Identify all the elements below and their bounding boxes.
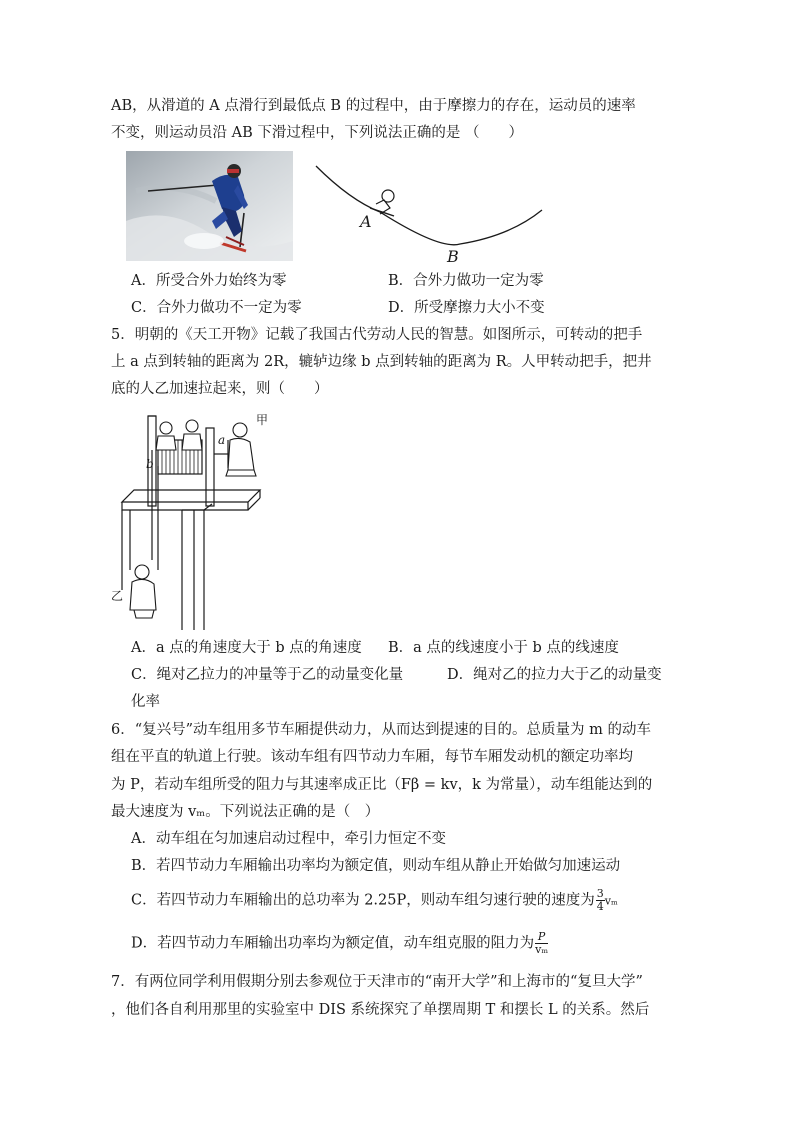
q4-option-d[interactable]: D．所受摩擦力大小不变 — [388, 300, 545, 316]
point-a-marker-label: a — [218, 433, 226, 447]
q4-option-b[interactable]: B．合外力做功一定为零 — [388, 273, 544, 289]
point-a-label: A — [360, 212, 372, 231]
q4-stem-line2: 不变，则运动员沿 AB 下滑过程中，下列说法正确的是 （ ） — [111, 125, 523, 141]
q6-stem-line1: 6．“复兴号”动车组用多节车厢提供动力，从而达到提速的目的。总质量为 m 的动车 — [111, 722, 652, 738]
well-windlass-illustration — [108, 410, 278, 632]
q4-option-c[interactable]: C．合外力做功不一定为零 — [131, 300, 302, 316]
slope-diagram — [310, 160, 550, 270]
q5-option-b[interactable]: B．a 点的线速度小于 b 点的线速度 — [388, 640, 619, 656]
q7-stem-line1: 7．有两位同学利用假期分别去参观位于天津市的“南开大学”和上海市的“复旦大学” — [111, 974, 643, 990]
q5-stem-line1: 5．明朝的《天工开物》记载了我国古代劳动人民的智慧。如图所示，可转动的把手 — [111, 327, 643, 343]
fraction-p-over-vm: $\frac{P}{\text{vₘ}}$ — [535, 930, 549, 956]
q6-option-d-text: D．若四节动力车厢输出功率均为额定值，动车组克服的阻力为 — [131, 935, 535, 952]
q4-stem-line1: AB，从滑道的 A 点滑行到最低点 B 的过程中，由于摩擦力的存在，运动员的速率 — [111, 98, 636, 114]
person-yi-label: 乙 — [111, 589, 124, 603]
q6-option-b[interactable]: B．若四节动力车厢输出功率均为额定值，则动车组从静止开始做匀加速运动 — [131, 858, 621, 874]
q7-stem-line2: ，他们各自利用那里的实验室中 DIS 系统探究了单摆周期 T 和摆长 L 的关系。然后 — [111, 1002, 650, 1018]
q4-option-a[interactable]: A．所受合外力始终为零 — [131, 273, 287, 289]
point-b-marker-label: b — [146, 457, 154, 471]
q6-option-c-text: C．若四节动力车厢输出的总功率为 2.25P，则动车组匀速行驶的速度为 — [131, 892, 595, 909]
q6-option-c[interactable] — [131, 888, 618, 913]
point-b-label: B — [447, 247, 459, 266]
q6-stem-line4: 最大速度为 vₘ。下列说法正确的是（ ） — [111, 804, 380, 820]
q5-stem-line3: 底的人乙加速拉起来，则（ ） — [111, 381, 329, 397]
q6-option-a[interactable]: A．动车组在匀加速启动过程中，牵引力恒定不变 — [131, 831, 446, 847]
q6-option-d[interactable] — [131, 931, 548, 956]
q5-stem-line2: 上 a 点到转轴的距离为 2R，辘轳边缘 b 点到转轴的距离为 R。人甲转动把手，把井 — [111, 354, 652, 370]
person-jia-label: 甲 — [256, 413, 269, 427]
vm-symbol: vₘ — [604, 894, 618, 908]
q6-stem-line3: 为 P，若动车组所受的阻力与其速率成正比（Fβ = kv，k 为常量），动车组能达到的 — [111, 777, 653, 793]
q5-option-d-continued: 化率 — [131, 694, 160, 710]
q5-option-a[interactable]: A．a 点的角速度大于 b 点的角速度 — [131, 640, 362, 656]
q6-stem-line2: 组在平直的轨道上行驶。该动车组有四节动力车厢，每节车厢发动机的额定功率均 — [111, 749, 633, 765]
skier-photo — [126, 151, 293, 261]
fraction-three-quarters: $\frac{3}{4}$ — [596, 887, 604, 913]
q5-option-d[interactable]: D．绳对乙的拉力大于乙的动量变 — [447, 667, 662, 683]
q5-option-c[interactable]: C．绳对乙拉力的冲量等于乙的动量变化量 — [131, 667, 404, 683]
